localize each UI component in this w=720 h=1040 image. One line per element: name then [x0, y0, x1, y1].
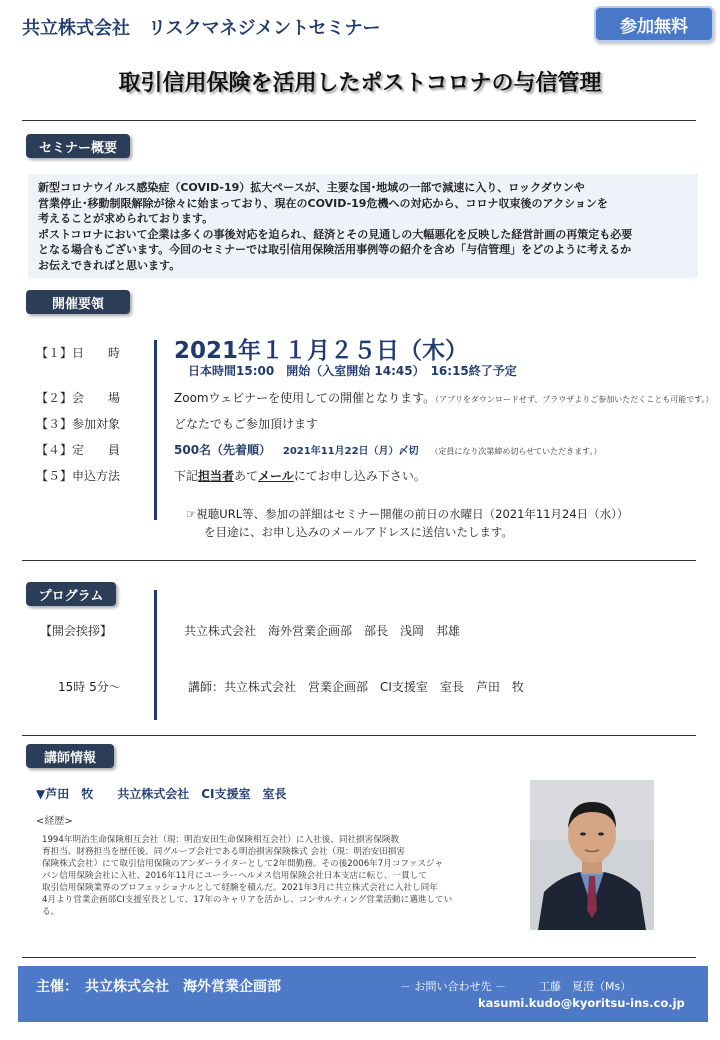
portrait-image [530, 780, 654, 930]
lecturer-name: ▼芦田 牧 共立株式会社 CI支援室 室長 [36, 787, 287, 801]
lecture-value: 講師：共立株式会社 営業企画部 CI支援室 室長 芦田 牧 [188, 680, 524, 694]
bio-line: 取引信用保険業界のプロフェッショナルとして経験を積んだ。2021年3月に共立株式会社に入社し同年 [42, 883, 438, 893]
page-title: 取引信用保険を活用したポストコロナの与信管理 [118, 71, 602, 96]
overview-line: となる場合もございます。今回のセミナーでは取引信用保険活用事例等の紹介を含め「与信管理」をどのように考えるか [38, 243, 632, 256]
details-divider [22, 560, 696, 561]
details-vertical-bar [154, 340, 157, 520]
career-label: <経歴> [36, 816, 73, 827]
apply-mail: メール [258, 469, 294, 483]
venue-value [174, 389, 714, 406]
apply-label: 【５】申込方法 [36, 469, 121, 483]
bio-line: る。 [42, 907, 60, 917]
capacity-label: 【４】定 員 [36, 443, 121, 457]
section-label-program: プログラム [26, 582, 116, 606]
event-date: 2021年１１月２５日（木） [174, 338, 469, 364]
apply-post: にてお申し込み下さい。 [293, 469, 426, 483]
apply-person: 担当者 [198, 469, 235, 483]
opening-label: 【開会挨拶】 [40, 624, 113, 638]
capacity-text: 500名（先着順） [174, 443, 272, 457]
target-value: どなたでもご参加頂けます [174, 417, 319, 431]
deadline-text: 2021年11月22日（月）〆切 [282, 446, 419, 457]
section-label-details: 開催要領 [26, 290, 130, 314]
url-note-line1: ☞視聴URL等、参加の詳細はセミナー開催の前日の水曜日（2021年11月24日（水）） [186, 507, 629, 521]
overview-line: 営業停止･移動制限解除が徐々に始まっており、現在のCOVID-19危機への対応から、コロナ収束後のアクションを [38, 196, 608, 210]
date-label: 【１】日 時 [36, 346, 121, 360]
overview-line: 考えることが求められております。 [38, 212, 214, 225]
bio-line: 1994年明治生命保険相互会社（現：明治安田生命保険相互会社）に入社後、同社損害保険教 [42, 835, 400, 845]
bio-line: 育担当、財務担当を歴任後、同グループ会社である明治損害保険株式 会社（現：明治安田損害 [42, 847, 405, 857]
lecturer-photo [530, 780, 654, 930]
header-title: 共立株式会社 リスクマネジメントセミナー [22, 18, 381, 39]
opening-value: 共立株式会社 海外営業企画部 部長 浅岡 邦雄 [184, 624, 461, 638]
venue-text: Zoomウェビナーを使用しての開催となります。 [174, 391, 436, 405]
section-label-overview: セミナー概要 [26, 134, 130, 158]
lecturer-bio [42, 834, 494, 918]
bio-line: 4月より営業企画部CI支援室長として、17年のキャリアを活かし、コンサルティング営業活動に邁進してい [42, 895, 453, 905]
capacity-note: （定員になり次第締め切らせていただきます。） [430, 447, 602, 456]
venue-note: （アプリをダウンロードせず、ブラウザよりご参加いただくことも可能です。） [435, 395, 714, 404]
venue-label: 【２】会 場 [36, 391, 121, 405]
time-label: 15時 5分～ [58, 680, 121, 694]
bio-line: パン信用保険会社に入社、2016年11月にユーラーヘルメス信用保険会社日本支店に転じ、一貫して [42, 871, 427, 881]
program-divider [22, 735, 696, 736]
section-label-lecturer: 講師情報 [26, 744, 114, 768]
organizer-text: 主催： 共立株式会社 海外営業企画部 [36, 979, 281, 995]
overview-line: 新型コロナウイルス感染症（COVID-19）拡大ペースが、主要な国･地域の一部で減速に入り、ロックダウンや [38, 181, 585, 194]
overview-text [38, 180, 692, 273]
free-badge: 参加無料 [594, 6, 714, 42]
capacity-value [174, 441, 602, 458]
contact-email-link[interactable]: kasumi.kudo@kyoritsu-ins.co.jp [478, 996, 685, 1010]
event-time: 日本時間15:00 開始（入室開始 14:45） 16:15終了予定 [188, 364, 517, 378]
overview-line: ポストコロナにおいて企業は多くの事後対応を迫られ、経済とその見通しの大幅悪化を反映した経営計画の再策定も必要 [38, 227, 633, 241]
overview-line: お伝えできればと思います。 [38, 258, 181, 272]
lecturer-divider [22, 957, 696, 958]
apply-mid: あて [234, 469, 259, 483]
bio-line: 保険株式会社）にて取引信用保険のアンダーライターとして2年間勤務。その後2006年7月コファスジャ [42, 859, 444, 869]
program-vertical-bar [154, 590, 157, 720]
apply-pre: 下記 [174, 469, 199, 483]
target-label: 【３】参加対象 [36, 417, 121, 431]
contact-person: － お問い合わせ先 － 工藤 夏澄（Ms） [400, 980, 632, 993]
title-divider [22, 120, 696, 121]
url-note-line2: を目途に、お申し込みのメールアドレスに送信いたします。 [204, 525, 514, 539]
apply-value [174, 467, 426, 484]
